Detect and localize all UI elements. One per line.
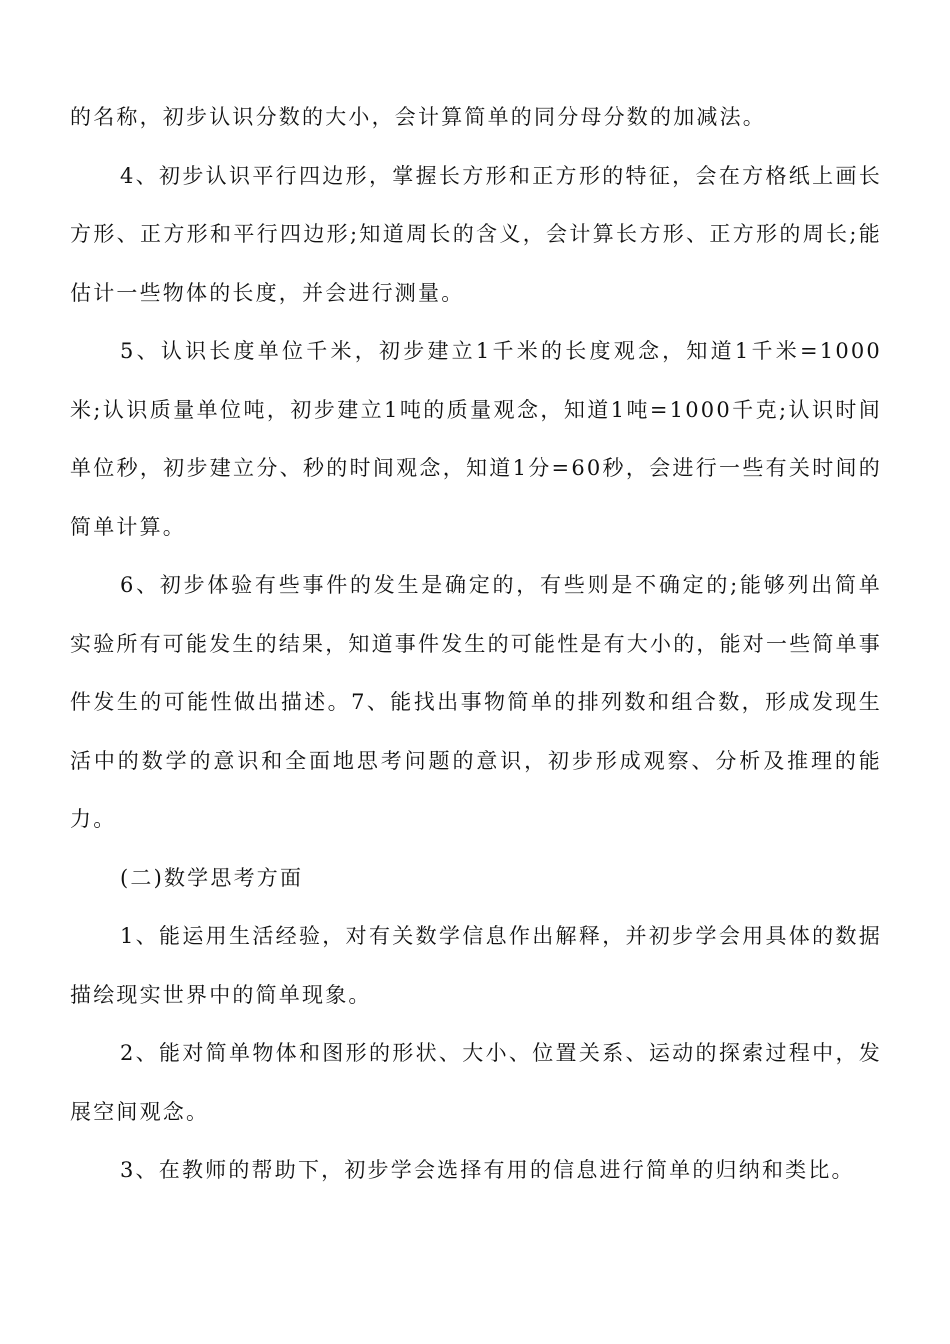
paragraph-thinking-3: 3、在教师的帮助下，初步学会选择有用的信息进行简单的归纳和类比。 <box>120 1158 855 1182</box>
document-body <box>70 88 882 1200</box>
paragraph-thinking-2: 2、能对简单物体和图形的形状、大小、位置关系、运动的探索过程中，发展空间观念。 <box>70 1041 882 1124</box>
paragraph-continuation: 的名称，初步认识分数的大小，会计算简单的同分母分数的加减法。 <box>70 105 766 129</box>
paragraph-item-5: 5、认识长度单位千米，初步建立1千米的长度观念，知道1千米=1000米;认识质量单位吨，初步建立1吨的质量观念，知道1吨=1000千克;认识时间单位秒，初步建立分、秒的时间观念，知道1分=60秒，会进行一些有关时间的简单计算。 <box>70 339 882 539</box>
paragraph-item-6-7: 6、初步体验有些事件的发生是确定的，有些则是不确定的;能够列出简单实验所有可能发生的结果，知道事件发生的可能性是有大小的，能对一些简单事件发生的可能性做出描述。7、能找出事物简单的排列数和组合数，形成发现生活中的数学的意识和全面地思考问题的意识，初步形成观察、分析及推理的能力。 <box>70 573 882 831</box>
section-heading: (二)数学思考方面 <box>120 865 304 890</box>
paragraph-item-4: 4、初步认识平行四边形，掌握长方形和正方形的特征，会在方格纸上画长方形、正方形和平行四边形;知道周长的含义，会计算长方形、正方形的周长;能估计一些物体的长度，并会进行测量。 <box>70 163 882 305</box>
paragraph-thinking-1: 1、能运用生活经验，对有关数学信息作出解释，并初步学会用具体的数据描绘现实世界中的简单现象。 <box>70 924 882 1007</box>
